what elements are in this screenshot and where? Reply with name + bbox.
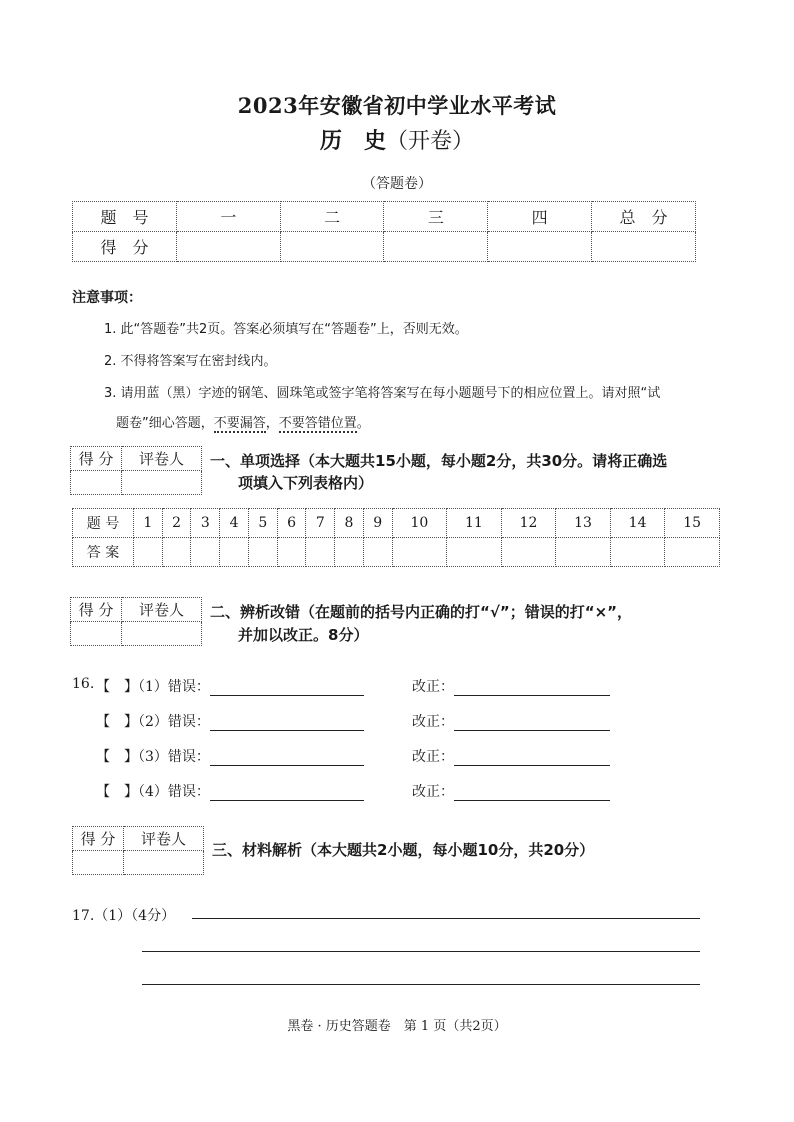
- grader-box-3: [72, 826, 204, 875]
- emphasis-text: 不要漏答: [213, 416, 266, 431]
- answer-cell[interactable]: [447, 538, 502, 567]
- error-answer-line[interactable]: [210, 786, 364, 801]
- note-item-2: 2. 不得将答案写在密封线内。: [104, 354, 277, 369]
- note-text: ，: [265, 416, 279, 431]
- notes-heading: 注意事项：: [72, 290, 142, 306]
- question-number: 5: [248, 509, 277, 538]
- error-answer-line[interactable]: [210, 751, 364, 766]
- answer-cell[interactable]: [162, 538, 191, 567]
- score-row-label: 得 分: [73, 232, 177, 262]
- section2-title: 二、辨析改错（在题前的括号内正确的打“√”；错误的打“×”，: [210, 603, 633, 621]
- subject-name: 历 史: [319, 128, 386, 154]
- fix-label: 改正：: [412, 714, 454, 730]
- subject-line: [0, 124, 794, 155]
- grader-reviewer-label: 评卷人: [124, 827, 204, 851]
- grader-box-1: [70, 446, 202, 495]
- score-header-cell: 一: [176, 202, 280, 232]
- judgment-bracket[interactable]: 【 】: [96, 784, 138, 800]
- question-number: 11: [447, 509, 502, 538]
- answer-number-row: [73, 509, 720, 538]
- note-item-3: 3. 请用蓝（黑）字迹的钢笔、圆珠笔或签字笔将答案写在每小题题号下的相应位置上。请对照“试: [104, 386, 661, 401]
- fix-answer-line[interactable]: [454, 716, 610, 731]
- score-table-header-row: [73, 202, 696, 232]
- answer-row-label: 答 案: [73, 538, 134, 567]
- answer-cell[interactable]: [392, 538, 447, 567]
- question-number: 10: [392, 509, 447, 538]
- grader-reviewer-cell[interactable]: [124, 851, 204, 875]
- grader-reviewer-label: 评卷人: [122, 447, 202, 471]
- question-number: 14: [610, 509, 665, 538]
- question-number: 4: [220, 509, 249, 538]
- score-table-score-row: [73, 232, 696, 262]
- emphasis-text: 不要答错位置: [278, 416, 357, 431]
- score-input-cell[interactable]: [488, 232, 592, 262]
- grader-reviewer-label: 评卷人: [122, 598, 202, 622]
- answer-line[interactable]: [142, 984, 700, 985]
- error-answer-line[interactable]: [210, 681, 364, 696]
- note-item-3-cont: [116, 412, 370, 431]
- q16-fix-1: [412, 676, 610, 698]
- question-number: 9: [363, 509, 392, 538]
- q16-fix-4: [412, 781, 610, 803]
- question-number: 3: [191, 509, 220, 538]
- score-table: [72, 201, 696, 262]
- grader-reviewer-cell[interactable]: [122, 622, 202, 646]
- answer-cell[interactable]: [306, 538, 335, 567]
- answer-cell[interactable]: [556, 538, 611, 567]
- question-number: 2: [162, 509, 191, 538]
- section2-title-cont: 并加以改正。8分）: [238, 626, 369, 644]
- subject-note: （开卷）: [386, 129, 475, 154]
- answer-cell[interactable]: [277, 538, 306, 567]
- question-number: 1: [134, 509, 163, 538]
- error-label: （3）错误：: [138, 749, 210, 765]
- question-number: 7: [306, 509, 335, 538]
- fix-answer-line[interactable]: [454, 786, 610, 801]
- answer-cell[interactable]: [610, 538, 665, 567]
- fix-label: 改正：: [412, 784, 454, 800]
- grader-score-label: 得 分: [73, 827, 124, 851]
- section1-title: 一、单项选择（本大题共15小题，每小题2分，共30分。请将正确选: [210, 452, 668, 470]
- score-header-cell: 三: [384, 202, 488, 232]
- grader-score-cell[interactable]: [71, 471, 122, 495]
- answer-cell[interactable]: [665, 538, 720, 567]
- q16-fix-3: [412, 746, 610, 768]
- question-number: 13: [556, 509, 611, 538]
- judgment-bracket[interactable]: 【 】: [96, 749, 138, 765]
- fix-label: 改正：: [412, 749, 454, 765]
- score-input-cell[interactable]: [591, 232, 695, 262]
- page-footer: 黑卷 · 历史答题卷 第 1 页（共2页）: [287, 1019, 507, 1034]
- error-label: （4）错误：: [138, 784, 210, 800]
- note-text: 。: [356, 416, 370, 431]
- q16-item-4: [96, 781, 364, 803]
- section1-title-cont: 项填入下列表格内）: [238, 474, 374, 492]
- answer-line[interactable]: [192, 918, 700, 919]
- error-answer-line[interactable]: [210, 716, 364, 731]
- answer-line[interactable]: [142, 951, 700, 952]
- grader-box-2: [70, 597, 202, 646]
- note-text: 题卷”细心答题，: [116, 416, 214, 431]
- q16-number: 16.: [72, 676, 95, 692]
- score-header-cell: 题 号: [73, 202, 177, 232]
- score-header-cell: 四: [488, 202, 592, 232]
- question-number: 12: [501, 509, 556, 538]
- fix-label: 改正：: [412, 679, 454, 695]
- answer-cell[interactable]: [134, 538, 163, 567]
- answer-cell[interactable]: [191, 538, 220, 567]
- q16-fix-2: [412, 711, 610, 733]
- q16-item-1: [96, 676, 364, 698]
- q17-label: 17.（1）（4分）: [72, 908, 176, 924]
- score-input-cell[interactable]: [176, 232, 280, 262]
- answer-cell[interactable]: [363, 538, 392, 567]
- sheet-label: （答题卷）: [362, 176, 432, 192]
- score-input-cell[interactable]: [384, 232, 488, 262]
- judgment-bracket[interactable]: 【 】: [96, 679, 138, 695]
- error-label: （2）错误：: [138, 714, 210, 730]
- question-number: 8: [335, 509, 364, 538]
- exam-title: 2023年安徽省初中学业水平考试: [237, 93, 557, 118]
- answer-cell[interactable]: [220, 538, 249, 567]
- score-header-cell: 二: [280, 202, 384, 232]
- q16-item-3: [96, 746, 364, 768]
- grader-score-cell[interactable]: [71, 622, 122, 646]
- grader-reviewer-cell[interactable]: [122, 471, 202, 495]
- grader-score-label: 得 分: [71, 447, 122, 471]
- grader-score-label: 得 分: [71, 598, 122, 622]
- answer-cell[interactable]: [501, 538, 556, 567]
- q16-item-2: [96, 711, 364, 733]
- grader-score-cell[interactable]: [73, 851, 124, 875]
- answer-input-row: [73, 538, 720, 567]
- error-label: （1）错误：: [138, 679, 210, 695]
- answer-cell[interactable]: [335, 538, 364, 567]
- question-number: 6: [277, 509, 306, 538]
- section3-title: 三、材料解析（本大题共2小题，每小题10分，共20分）: [212, 841, 595, 859]
- judgment-bracket[interactable]: 【 】: [96, 714, 138, 730]
- answer-cell[interactable]: [248, 538, 277, 567]
- note-item-1: 1. 此“答题卷”共2页。答案必须填写在“答题卷”上，否则无效。: [104, 322, 468, 337]
- fix-answer-line[interactable]: [454, 681, 610, 696]
- answer-table: [72, 508, 720, 567]
- answer-row-label: 题 号: [73, 509, 134, 538]
- fix-answer-line[interactable]: [454, 751, 610, 766]
- question-number: 15: [665, 509, 720, 538]
- score-header-cell: 总 分: [591, 202, 695, 232]
- score-input-cell[interactable]: [280, 232, 384, 262]
